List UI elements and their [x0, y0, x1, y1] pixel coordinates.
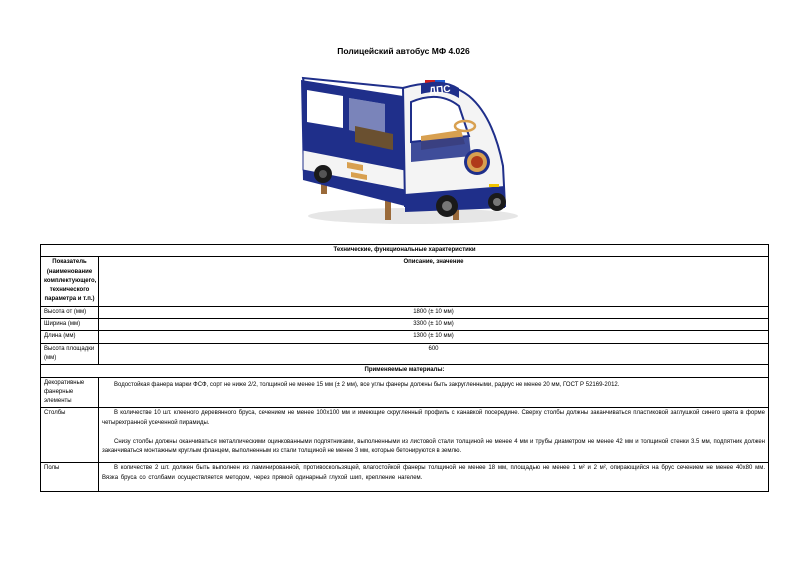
- material-paragraph: Снизу столбы должны оканчиваться металлическими оцинкованными подпятниками, выполненными из листовой стали толщиной не менее 4 мм и трубы диаметром не менее 42 мм и толщиной стенки 3.5 мм, подпятник должен заканчиваться монтажным круглым фланцем, выполненным из стали толщиной не менее 3 мм, которые бетонируются в землю.: [102, 439, 765, 455]
- material-row: [41, 463, 769, 492]
- material-description: [99, 463, 769, 492]
- section-header-characteristics: [41, 245, 769, 257]
- row-value: 1800 (± 10 мм): [99, 306, 769, 318]
- material-label: Декоративные фанерные элементы: [41, 377, 99, 408]
- section-header-materials: [41, 365, 769, 377]
- table-row: [41, 306, 769, 318]
- material-label: Полы: [41, 463, 99, 492]
- row-value: 600: [99, 343, 769, 365]
- row-label: Ширина (мм): [41, 319, 99, 331]
- row-value: 1300 (± 10 мм): [99, 331, 769, 343]
- material-label: Столбы: [41, 408, 99, 463]
- row-label: Высота площадки (мм): [41, 343, 99, 365]
- document-title: Полицейский автобус МФ 4.026: [337, 46, 470, 56]
- row-value: 3300 (± 10 мм): [99, 319, 769, 331]
- material-row: [41, 408, 769, 463]
- table-row: [41, 331, 769, 343]
- material-paragraph: В количестве 10 шт. клееного деревянного бруса, сечением не менее 100х100 мм и имеющие скругленный профиль с канавкой посередине. Сверху столбы должны заканчиваться пластиковой заглушкой синего цвета в форме четырехгранной усеченной пирамиды.: [102, 410, 765, 426]
- header-parameter: Показатель (наименование комплектующего, технического параметра и т.п.): [41, 257, 99, 306]
- material-description: [99, 377, 769, 408]
- material-description: [99, 408, 769, 463]
- section-title-materials: Применяемые материалы:: [41, 365, 769, 377]
- header-description: Описание, значение: [99, 257, 769, 306]
- table-row: [41, 343, 769, 365]
- police-bus-playhouse-image: [293, 66, 519, 236]
- row-label: Высота от (мм): [41, 306, 99, 318]
- specification-table: [40, 244, 769, 492]
- table-header-row: [41, 257, 769, 306]
- table-row: [41, 319, 769, 331]
- section-title-characteristics: Технические, функциональные характеристики: [41, 245, 769, 257]
- row-label: Длина (мм): [41, 331, 99, 343]
- material-paragraph: В количестве 2 шт. должен быть выполнен из ламинированной, противоскользящей, влагостойкой фанеры толщиной не менее 18 мм, площадью не менее 1 м² и 2 м², опирающийся на брус сечением не менее 40х80 мм. Вязка бруса со столбами осуществляется методом, через прямой одинарный глухой шип, крепление нагелем.: [102, 465, 765, 481]
- material-row: [41, 377, 769, 408]
- material-paragraph: Водостойкая фанера марки ФСФ, сорт не ниже 2/2, толщиной не менее 15 мм (± 2 мм), все углы фанеры должны быть закругленными, радиус не менее 20 мм, ГОСТ Р 52169-2012.: [114, 381, 620, 388]
- bus-sign-text: ДПС: [428, 83, 452, 98]
